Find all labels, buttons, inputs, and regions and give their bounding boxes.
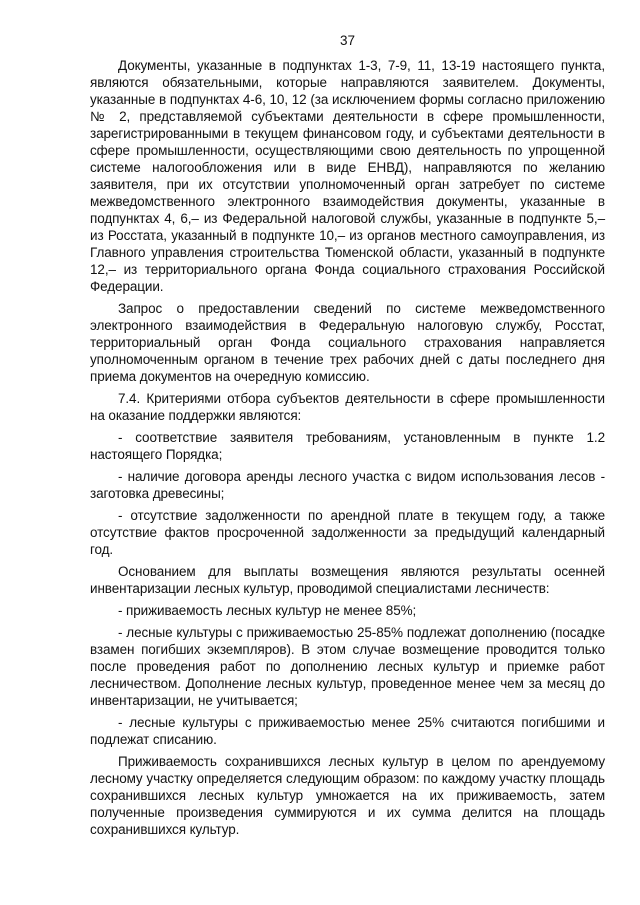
paragraph-survival-below-25: - лесные культуры с приживаемостью менее 25% считаются погибшими и подлежат списанию. (90, 715, 605, 747)
paragraph-survival-25-85: - лесные культуры с приживаемостью 25-85% подлежат дополнению (посадке взамен погибших экземпляров). В этом случае возмещение проводится только после проведения работ по дополнению лесных культур и приемке работ лесничеством. Дополнение лесных культур, проведенное менее чем за месяц до инвентаризации, не учитывается; (90, 625, 605, 708)
page-number: 37 (339, 33, 356, 48)
paragraph-criterion-no-debt: - отсутствие задолженности по арендной плате в текущем году, а также отсутствие фактов просроченной задолженности за предыдущий календарный год. (90, 508, 605, 557)
paragraph-criteria-intro: 7.4. Критериями отбора субъектов деятельности в сфере промышленности на оказание поддержки являются: (90, 391, 605, 423)
paragraph-criterion-compliance: - соответствие заявителя требованиям, установленным в пункте 1.2 настоящего Порядка; (90, 430, 605, 462)
paragraph-payment-basis: Основанием для выплаты возмещения являются результаты осенней инвентаризации лесных культур, проводимой специалистами лесничеств: (90, 564, 605, 596)
paragraph-interagency-request: Запрос о предоставлении сведений по системе межведомственного электронного взаимодействия в Федеральную налоговую службу, Росстат, территориальный орган Фонда социального страхования направляется уполномоченным органом в течение трех рабочих дней с даты последнего дня приема документов на очередную комиссию. (90, 301, 605, 384)
paragraph-criterion-lease: - наличие договора аренды лесного участка с видом использования лесов - заготовка древесины; (90, 469, 605, 501)
paragraph-required-documents: Документы, указанные в подпунктах 1-3, 7-9, 11, 13-19 настоящего пункта, являются обязательными, которые направляются заявителем. Документы, указанные в подпунктах 4-6, 10, 12 (за исключением формы согласно приложению № 2, представляемой субъектами деятельности в сфере промышленности, зарегистрированными в текущем финансовом году, и субъектами деятельности в сфере промышленности, осуществляющими свою деятельность по упрощенной системе налогообложения или в виде ЕНВД), направляются по желанию заявителя, при их отсутствии уполномоченный орган затребует по системе межведомственного электронного взаимодействия документы, указанные в подпунктах 4, 6,– из Федеральной налоговой службы, указанные в подпункте 5,– из Росстата, указанный в подпункте 10,– из органов местного самоуправления, из Главного управления строительства Тюменской области, указанный в подпункте 12,– из территориального органа Фонда социального страхования Российской Федерации. (90, 58, 605, 294)
paragraph-survival-calculation: Приживаемость сохранившихся лесных культур в целом по арендуемому лесному участку определяется следующим образом: по каждому участку площадь сохранившихся лесных культур умножается на их приживаемость, затем полученные произведения суммируются и их сумма делится на площадь сохранившихся культур. (90, 754, 605, 837)
paragraph-survival-85: - приживаемость лесных культур не менее 85%; (118, 603, 417, 618)
